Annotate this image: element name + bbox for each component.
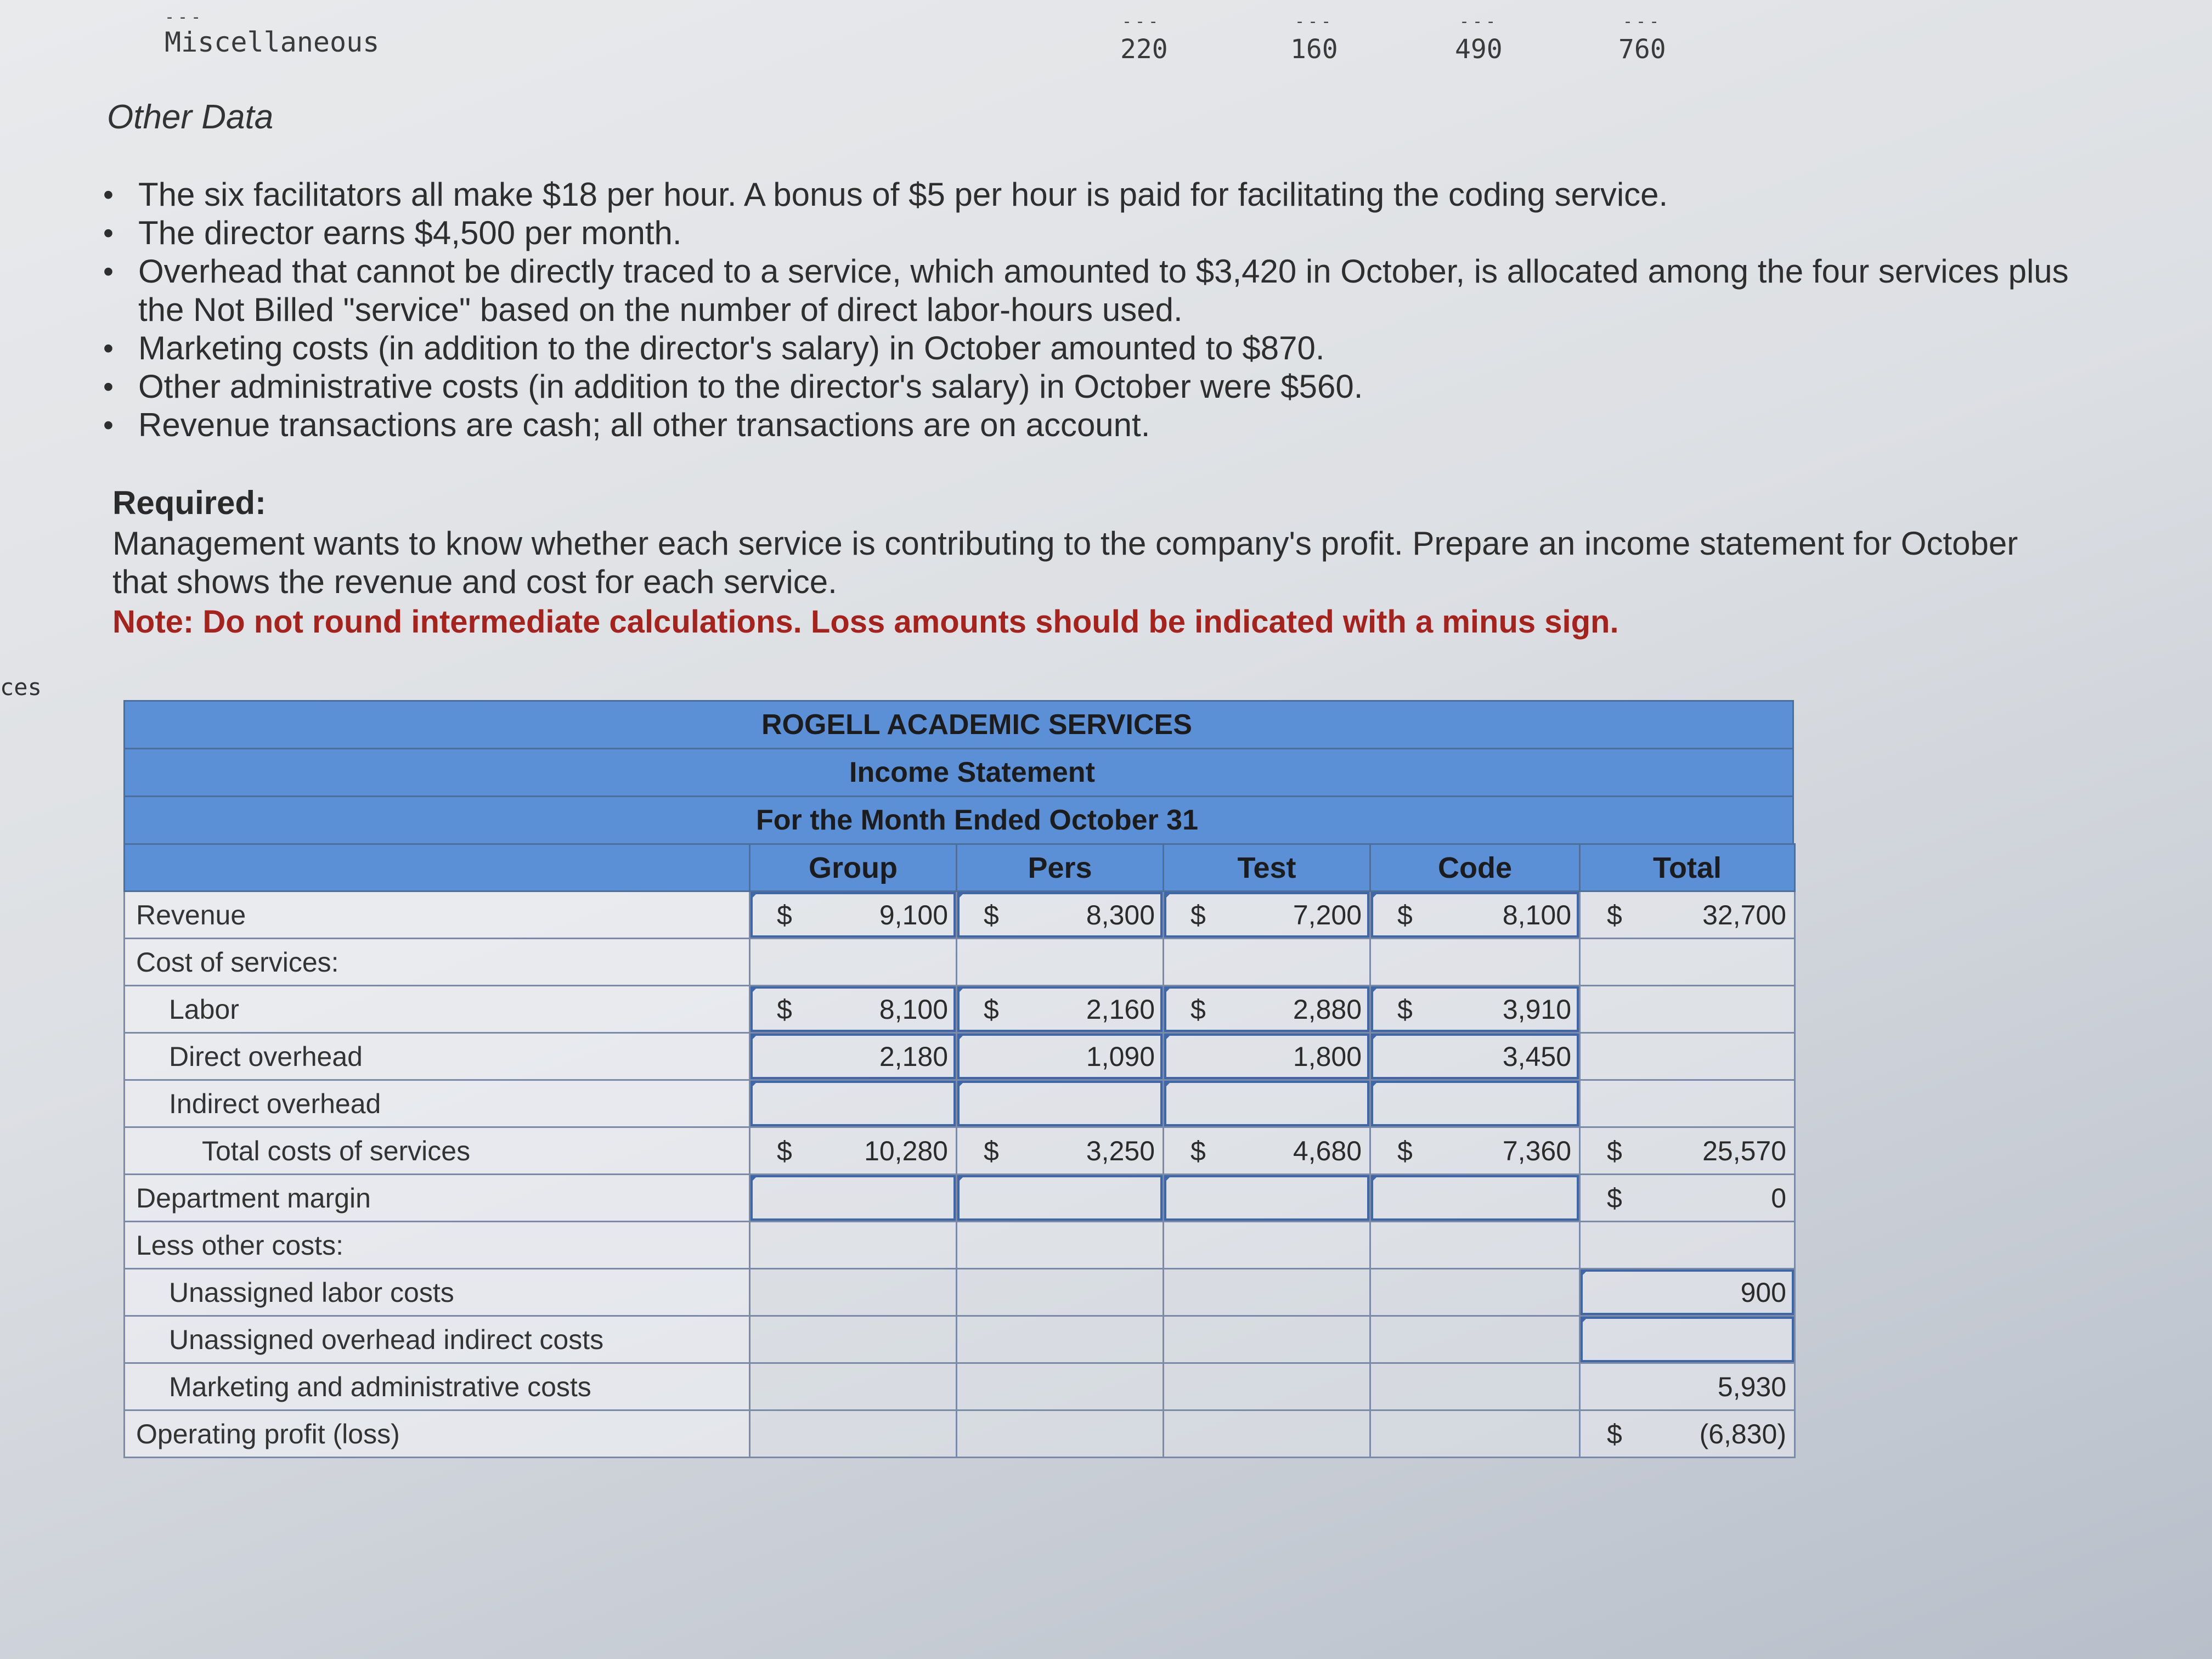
col-code: Code [1370, 844, 1580, 891]
row-label: Labor [125, 986, 750, 1033]
table-row [125, 939, 1795, 986]
dept-margin-total: $ 0 [1580, 1175, 1795, 1222]
row-label: Marketing and administrative costs [125, 1363, 750, 1410]
row-label: Indirect overhead [125, 1080, 750, 1127]
side-edge-text: ces [0, 674, 42, 701]
col-total: Total [1580, 844, 1795, 891]
note-text: Note: Do not round intermediate calculations. Loss amounts should be indicated with a minus sign. [112, 604, 1619, 640]
table-row [125, 1269, 1795, 1316]
misc-value-pers: 160 [1290, 34, 1338, 65]
list-item: • Marketing costs (in addition to the director's salary) in October amounted to $870. [99, 329, 2074, 368]
company-header [123, 700, 1794, 748]
dashes: --- [1459, 12, 1499, 31]
row-label: Direct overhead [125, 1033, 750, 1080]
list-item: • Other administrative costs (in addition to the director's salary) in October were $560. [99, 368, 2074, 406]
dashes: --- [1122, 12, 1162, 31]
indirect-overhead-code[interactable] [1370, 1080, 1580, 1127]
table-row [125, 1410, 1795, 1458]
income-statement [123, 700, 1794, 1449]
total-costs-group: $ 10,280 [750, 1127, 957, 1175]
misc-label: Miscellaneous [165, 26, 380, 58]
operating-profit-total: $ (6,830) [1580, 1410, 1795, 1458]
total-costs-code: $ 7,360 [1370, 1127, 1580, 1175]
table-row [125, 891, 1795, 939]
table-row [125, 1222, 1795, 1269]
other-data-heading: Other Data [107, 98, 274, 136]
direct-overhead-test[interactable]: 1,800 [1164, 1033, 1370, 1080]
revenue-total: $ 32,700 [1580, 891, 1795, 939]
list-item: • Revenue transactions are cash; all other transactions are on account. [99, 406, 2074, 444]
indirect-overhead-test[interactable] [1164, 1080, 1370, 1127]
col-group: Group [750, 844, 957, 891]
dashes: --- [165, 8, 205, 27]
dept-margin-code[interactable] [1370, 1175, 1580, 1222]
total-costs-pers: $ 3,250 [957, 1127, 1164, 1175]
required-text: Management wants to know whether each service is contributing to the company's profit. Prepare an income statement for October that shows the revenue and cost for each service. [112, 525, 2018, 600]
row-label: Less other costs: [125, 1222, 750, 1269]
statement-title: Income Statement [849, 757, 1095, 788]
row-label: Unassigned labor costs [125, 1269, 750, 1316]
revenue-test[interactable]: $ 7,200 [1164, 891, 1370, 939]
labor-pers[interactable]: $ 2,160 [957, 986, 1164, 1033]
misc-value-group: 220 [1120, 34, 1168, 65]
dashes: --- [1295, 12, 1335, 31]
unassigned-labor-total[interactable]: 900 [1580, 1269, 1795, 1316]
revenue-group[interactable]: $ 9,100 [750, 891, 957, 939]
required-heading: Required: [112, 484, 267, 521]
table-row [125, 1363, 1795, 1410]
table-row [125, 1080, 1795, 1127]
dashes: --- [1623, 12, 1663, 31]
unassigned-overhead-total[interactable] [1580, 1316, 1795, 1363]
column-header-row [125, 844, 1795, 891]
table-row [125, 1127, 1795, 1175]
statement-period: For the Month Ended October 31 [756, 804, 1199, 836]
row-label: Operating profit (loss) [125, 1410, 750, 1458]
blank-header [125, 844, 750, 891]
indirect-overhead-group[interactable] [750, 1080, 957, 1127]
table-row [125, 1316, 1795, 1363]
title-header [123, 748, 1794, 795]
list-item: • The director earns $4,500 per month. [99, 214, 2074, 252]
row-label: Total costs of services [125, 1127, 750, 1175]
labor-test[interactable]: $ 2,880 [1164, 986, 1370, 1033]
row-label: Revenue [125, 891, 750, 939]
dept-margin-group[interactable] [750, 1175, 957, 1222]
labor-group[interactable]: $ 8,100 [750, 986, 957, 1033]
company-name: ROGELL ACADEMIC SERVICES [761, 709, 1192, 741]
revenue-pers[interactable]: $ 8,300 [957, 891, 1164, 939]
col-pers: Pers [957, 844, 1164, 891]
misc-value-code: 760 [1618, 34, 1666, 65]
total-costs-test: $ 4,680 [1164, 1127, 1370, 1175]
row-label: Department margin [125, 1175, 750, 1222]
labor-code[interactable]: $ 3,910 [1370, 986, 1580, 1033]
table-row [125, 986, 1795, 1033]
row-label: Cost of services: [125, 939, 750, 986]
direct-overhead-pers[interactable]: 1,090 [957, 1033, 1164, 1080]
period-header [123, 795, 1794, 845]
table-row [125, 1033, 1795, 1080]
revenue-code[interactable]: $ 8,100 [1370, 891, 1580, 939]
row-label: Unassigned overhead indirect costs [125, 1316, 750, 1363]
indirect-overhead-pers[interactable] [957, 1080, 1164, 1127]
statement-table [123, 843, 1796, 1458]
list-item: • Overhead that cannot be directly traced to a service, which amounted to $3,420 in October, is allocated among the four services plus the Not Billed "service" based on the number of direct labor-hours used. [99, 252, 2074, 329]
direct-overhead-group[interactable]: 2,180 [750, 1033, 957, 1080]
dept-margin-pers[interactable] [957, 1175, 1164, 1222]
dept-margin-test[interactable] [1164, 1175, 1370, 1222]
col-test: Test [1164, 844, 1370, 891]
marketing-admin-total: 5,930 [1580, 1363, 1795, 1410]
direct-overhead-code[interactable]: 3,450 [1370, 1033, 1580, 1080]
table-row [125, 1175, 1795, 1222]
total-costs-total: $ 25,570 [1580, 1127, 1795, 1175]
misc-value-test: 490 [1455, 34, 1503, 65]
other-data-list [99, 176, 2074, 444]
list-item: • The six facilitators all make $18 per hour. A bonus of $5 per hour is paid for facilitating the coding service. [99, 176, 2074, 214]
